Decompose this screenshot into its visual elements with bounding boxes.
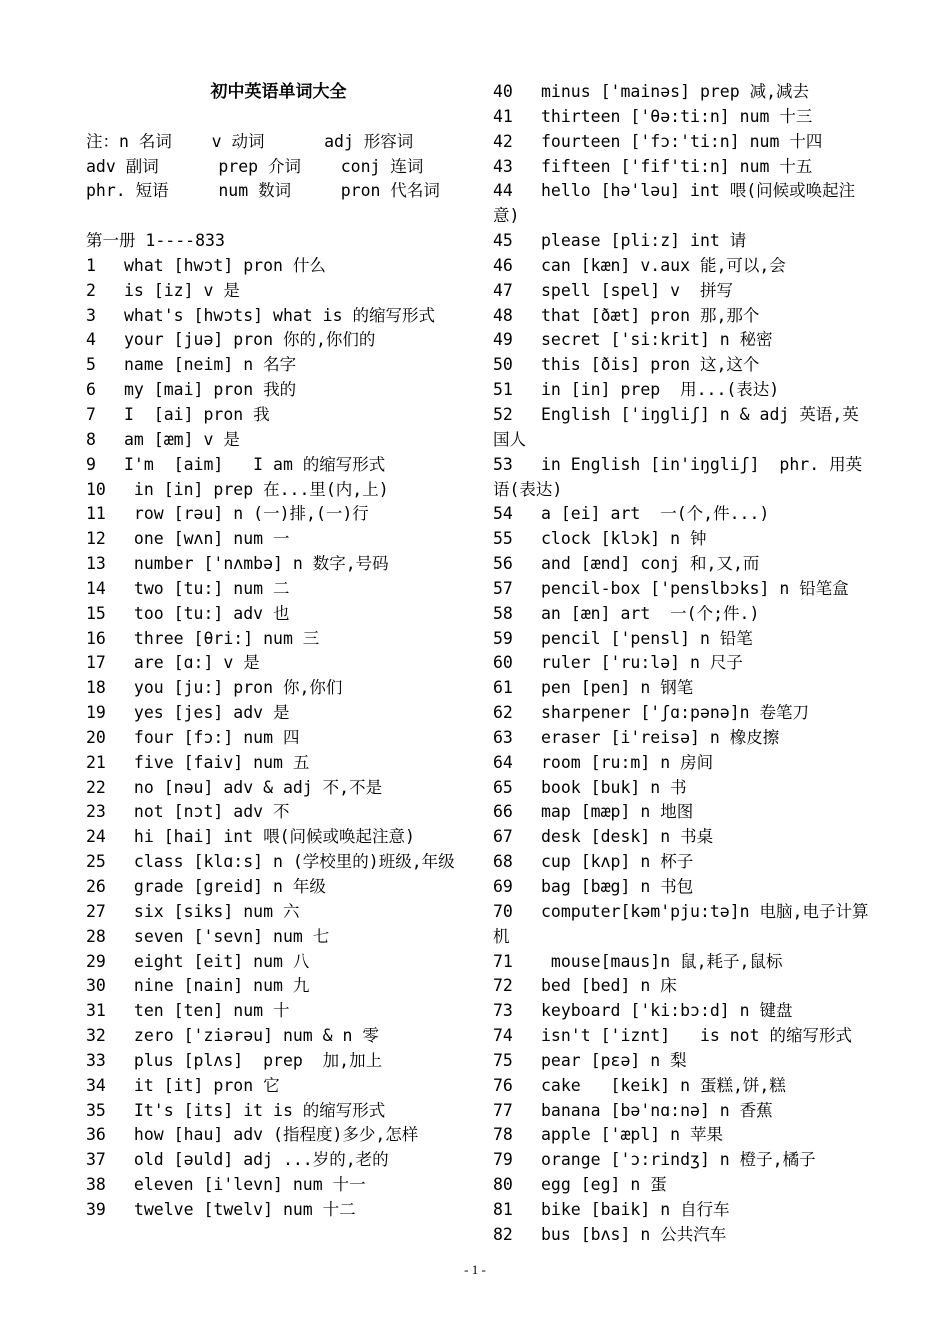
entry-text: three [θri:] num 三 (124, 628, 320, 648)
vocab-entry (493, 701, 873, 726)
entry-number: 69 (493, 877, 513, 896)
entry-number: 20 (86, 727, 106, 747)
entry-text: what's [hwɔts] what is 的缩写形式 (124, 305, 435, 325)
vocab-entry (493, 552, 873, 577)
entry-number: 65 (493, 777, 513, 797)
entry-text: fifteen ['fif'ti:n] num 十五 (541, 156, 813, 176)
entry-number: 67 (493, 827, 513, 847)
entry-text: this [ðis] pron 这,这个 (541, 355, 760, 375)
vocab-entry (493, 850, 873, 875)
page-number: - 1 - (464, 1262, 486, 1277)
vocab-entry (493, 950, 873, 975)
vocab-entry (86, 751, 471, 776)
vocab-entry (493, 1099, 873, 1124)
vocab-entry (86, 1123, 471, 1148)
entry-text: fourteen ['fɔ:'ti:n] num 十四 (541, 131, 823, 151)
vocab-entry (86, 502, 471, 527)
entry-text: nine [nain] num 九 (124, 976, 310, 996)
vocab-entry (493, 453, 873, 503)
entry-text: what [hwɔt] pron 什么 (124, 255, 326, 275)
entry-number: 72 (493, 976, 513, 996)
entry-text: map [mæp] n 地图 (541, 802, 694, 822)
entry-number: 28 (86, 926, 106, 946)
entry-text: pencil-box ['penslbɔks] n 铅笔盒 (541, 578, 849, 598)
entry-number: 41 (493, 106, 513, 126)
entry-text: room [ru:m] n 房间 (541, 752, 714, 772)
entry-number: 12 (86, 529, 106, 549)
page-title: 初中英语单词大全 (210, 82, 347, 102)
entry-text: orange ['ɔ:rindʒ] n 橙子,橘子 (541, 1150, 816, 1170)
entry-number: 48 (493, 305, 513, 325)
entry-text: mouse[maus]n 鼠,耗子,鼠标 (541, 951, 783, 971)
entry-number: 40 (493, 82, 513, 101)
entry-number: 25 (86, 852, 106, 872)
entry-text: you [ju:] pron 你,你们 (124, 678, 343, 698)
vocab-entry (493, 353, 873, 378)
vocab-entry (86, 1074, 471, 1099)
vocab-entry (493, 179, 873, 229)
entry-number: 43 (493, 156, 513, 176)
entry-number: 52 (493, 404, 513, 424)
entry-number: 36 (86, 1125, 106, 1145)
vocab-entry (493, 328, 873, 353)
entry-number: 80 (493, 1175, 513, 1195)
entry-text: clock [klɔk] n 钟 (541, 529, 707, 549)
entry-number: 58 (493, 603, 513, 623)
entry-number: 38 (86, 1175, 106, 1195)
entry-number: 60 (493, 653, 513, 673)
entry-text: number ['nʌmbə] n 数字,号码 (124, 554, 389, 574)
entry-text: cup [kʌp] n 杯子 (541, 852, 694, 872)
entry-number: 46 (493, 255, 513, 275)
vocab-entry (86, 353, 471, 378)
entry-number: 61 (493, 678, 513, 698)
entry-text: how [hau] adv (指程度)多少,怎样 (124, 1125, 419, 1145)
right-column (493, 80, 873, 1248)
entry-text: hi [hai] int 喂(问候或唤起注意) (124, 827, 415, 847)
entry-number: 14 (86, 578, 106, 598)
entry-number: 35 (86, 1100, 106, 1120)
entry-text: banana [bə'nɑ:nə] n 香蕉 (541, 1100, 773, 1120)
entry-text: minus ['mainəs] prep 减,减去 (541, 82, 810, 101)
entry-number: 54 (493, 504, 513, 524)
entry-number: 74 (493, 1026, 513, 1046)
entry-text: apple ['æpl] n 苹果 (541, 1125, 724, 1145)
entry-text: in [in] prep 用...(表达) (541, 380, 780, 400)
entry-number: 9 (86, 454, 96, 474)
entry-text: that [ðæt] pron 那,那个 (541, 305, 760, 325)
entry-number: 57 (493, 578, 513, 598)
entry-text: eleven [i'levn] num 十一 (124, 1175, 366, 1195)
vocab-entry (86, 453, 471, 478)
vocab-entry (86, 279, 471, 304)
entry-text: is [iz] v 是 (124, 280, 240, 300)
entry-text: grade [greid] n 年级 (124, 877, 326, 896)
entry-text: five [faiv] num 五 (124, 752, 310, 772)
entry-number: 29 (86, 951, 106, 971)
entry-text: name [neim] n 名字 (124, 355, 297, 375)
entry-text: zero ['ziərəu] num & n 零 (124, 1026, 379, 1046)
entry-number: 47 (493, 280, 513, 300)
vocab-entry (493, 229, 873, 254)
entry-text: egg [eg] n 蛋 (541, 1175, 667, 1195)
entry-number: 73 (493, 1001, 513, 1021)
vocab-entry (86, 1148, 471, 1173)
entry-text: and [ænd] conj 和,又,而 (541, 554, 760, 574)
vocab-entry (86, 527, 471, 552)
left-column (86, 80, 471, 1223)
entry-number: 21 (86, 752, 106, 772)
entry-number: 3 (86, 305, 96, 325)
entry-number: 10 (86, 479, 106, 499)
legend-line: phr. 短语 num 数词 pron 代名词 (86, 181, 440, 201)
entry-number: 50 (493, 355, 513, 375)
entry-number: 27 (86, 901, 106, 921)
entry-text: two [tu:] num 二 (124, 578, 290, 598)
entry-text: not [nɔt] adv 不 (124, 802, 290, 822)
vocab-entry (86, 676, 471, 701)
vocab-entry (86, 478, 471, 503)
entry-text: one [wʌn] num 一 (124, 529, 290, 549)
vocab-entry (86, 552, 471, 577)
vocab-entry (86, 950, 471, 975)
entry-text: row [rəu] n (一)排,(一)行 (124, 504, 369, 524)
entry-number: 4 (86, 330, 96, 350)
vocab-entry (493, 751, 873, 776)
vocab-entry (493, 1198, 873, 1223)
entry-text: bed [bed] n 床 (541, 976, 677, 996)
vocab-entry (493, 999, 873, 1024)
vocab-entry (86, 1024, 471, 1049)
vocab-entry (86, 875, 471, 900)
vocab-list-right (493, 80, 873, 1248)
entry-number: 30 (86, 976, 106, 996)
entry-text: eraser [i'reisə] n 橡皮擦 (541, 727, 780, 747)
vocab-entry (493, 602, 873, 627)
vocab-entry (493, 527, 873, 552)
entry-text: desk [desk] n 书桌 (541, 827, 714, 847)
spacer (86, 204, 471, 229)
entry-text: secret ['si:krit] n 秘密 (541, 330, 773, 350)
entry-text: in English [in'iŋgliʃ] phr. 用英语(表达) (493, 454, 863, 499)
entry-number: 51 (493, 380, 513, 400)
vocab-entry (86, 900, 471, 925)
vocab-entry (493, 1148, 873, 1173)
entry-text: plus [plʌs] prep 加,加上 (124, 1050, 383, 1070)
entry-number: 19 (86, 703, 106, 723)
entry-number: 18 (86, 678, 106, 698)
vocab-entry (86, 651, 471, 676)
entry-number: 66 (493, 802, 513, 822)
vocab-entry (86, 304, 471, 329)
entry-text: a [ei] art 一(个,件...) (541, 504, 770, 524)
entry-number: 68 (493, 852, 513, 872)
entry-number: 34 (86, 1075, 106, 1095)
vocab-entry (86, 701, 471, 726)
entry-text: can [kæn] v.aux 能,可以,会 (541, 255, 786, 275)
entry-text: cake [keik] n 蛋糕,饼,糕 (541, 1075, 786, 1095)
entry-number: 39 (86, 1199, 106, 1219)
entry-text: seven ['sevn] num 七 (124, 926, 330, 946)
entry-number: 11 (86, 504, 106, 524)
vocab-entry (493, 1123, 873, 1148)
vocab-entry (86, 602, 471, 627)
vocab-entry (493, 627, 873, 652)
vocab-entry (493, 651, 873, 676)
vocab-entry (493, 130, 873, 155)
section-heading: 第一册 1----833 (86, 231, 225, 251)
entry-text: no [nəu] adv & adj 不,不是 (124, 777, 383, 797)
vocab-entry (86, 378, 471, 403)
entry-number: 5 (86, 355, 96, 375)
vocab-entry (493, 726, 873, 751)
vocab-entry (86, 1099, 471, 1124)
vocab-entry (493, 776, 873, 801)
entry-number: 13 (86, 554, 106, 574)
entry-text: an [æn] art 一(个;件.) (541, 603, 760, 623)
vocab-entry (493, 105, 873, 130)
entry-text: isn't ['iznt] is not 的缩写形式 (541, 1026, 852, 1046)
entry-text: twelve [twelv] num 十二 (124, 1199, 356, 1219)
entry-number: 82 (493, 1224, 513, 1244)
entry-number: 81 (493, 1199, 513, 1219)
entry-number: 76 (493, 1075, 513, 1095)
entry-text: ten [ten] num 十 (124, 1001, 290, 1021)
vocab-entry (493, 875, 873, 900)
entry-number: 31 (86, 1001, 106, 1021)
vocab-entry (493, 304, 873, 329)
vocab-entry (493, 403, 873, 453)
entry-number: 22 (86, 777, 106, 797)
vocab-entry (493, 279, 873, 304)
entry-text: thirteen ['θə:ti:n] num 十三 (541, 106, 813, 126)
entry-text: am [æm] v 是 (124, 429, 240, 449)
entry-number: 44 (493, 181, 513, 201)
vocab-entry (493, 825, 873, 850)
vocab-entry (86, 428, 471, 453)
vocab-entry (86, 403, 471, 428)
vocab-entry (493, 974, 873, 999)
entry-number: 26 (86, 877, 106, 896)
entry-number: 55 (493, 529, 513, 549)
entry-number: 1 (86, 255, 96, 275)
entry-text: keyboard ['ki:bɔ:d] n 键盘 (541, 1001, 793, 1021)
vocab-entry (493, 80, 873, 105)
entry-text: too [tu:] adv 也 (124, 603, 290, 623)
entry-text: eight [eit] num 八 (124, 951, 310, 971)
entry-text: your [juə] pron 你的,你们的 (124, 330, 376, 350)
vocab-entry (493, 155, 873, 180)
vocab-entry (86, 254, 471, 279)
entry-text: are [ɑ:] v 是 (124, 653, 260, 673)
vocab-entry (86, 974, 471, 999)
entry-text: sharpener ['ʃɑ:pənə]n 卷笔刀 (541, 703, 810, 723)
vocab-list-left (86, 254, 471, 1223)
entry-number: 32 (86, 1026, 106, 1046)
vocab-entry (493, 378, 873, 403)
vocab-entry (493, 254, 873, 279)
entry-number: 33 (86, 1050, 106, 1070)
entry-text: six [siks] num 六 (124, 901, 300, 921)
entry-text: I'm [aim] I am 的缩写形式 (124, 454, 386, 474)
entry-number: 59 (493, 628, 513, 648)
vocab-entry (86, 328, 471, 353)
vocab-entry (86, 1049, 471, 1074)
entry-text: in [in] prep 在...里(内,上) (124, 479, 389, 499)
entry-number: 75 (493, 1050, 513, 1070)
vocab-entry (86, 925, 471, 950)
vocab-entry (86, 800, 471, 825)
vocab-entry (86, 726, 471, 751)
vocab-entry (86, 825, 471, 850)
entry-text: my [mai] pron 我的 (124, 380, 297, 400)
entry-number: 49 (493, 330, 513, 350)
entry-text: I [ai] pron 我 (124, 404, 270, 424)
entry-number: 56 (493, 554, 513, 574)
entry-text: computer[kəm'pju:tə]n 电脑,电子计算机 (493, 901, 869, 946)
entry-number: 17 (86, 653, 106, 673)
vocab-entry (493, 1024, 873, 1049)
vocab-entry (493, 676, 873, 701)
entry-number: 64 (493, 752, 513, 772)
entry-text: bike [baik] n 自行车 (541, 1199, 730, 1219)
entry-number: 42 (493, 131, 513, 151)
vocab-entry (493, 800, 873, 825)
entry-number: 71 (493, 951, 513, 971)
vocab-entry (493, 900, 873, 950)
entry-number: 23 (86, 802, 106, 822)
vocab-entry (86, 1173, 471, 1198)
entry-number: 8 (86, 429, 96, 449)
vocab-entry (493, 577, 873, 602)
entry-number: 79 (493, 1150, 513, 1170)
entry-text: class [klɑ:s] n (学校里的)班级,年级 (124, 852, 455, 872)
vocab-entry (86, 999, 471, 1024)
entry-text: It's [its] it is 的缩写形式 (124, 1100, 386, 1120)
entry-number: 16 (86, 628, 106, 648)
entry-text: it [it] pron 它 (124, 1075, 280, 1095)
entry-text: book [buk] n 书 (541, 777, 687, 797)
entry-number: 77 (493, 1100, 513, 1120)
vocab-entry (493, 1074, 873, 1099)
vocab-entry (86, 627, 471, 652)
entry-number: 78 (493, 1125, 513, 1145)
entry-number: 53 (493, 454, 513, 474)
entry-text: English ['iŋgliʃ] n & adj 英语,英国人 (493, 404, 859, 449)
entry-text: ruler ['ru:lə] n 尺子 (541, 653, 743, 673)
entry-number: 63 (493, 727, 513, 747)
entry-number: 24 (86, 827, 106, 847)
vocab-entry (86, 1198, 471, 1223)
entry-text: please [pli:z] int 请 (541, 231, 747, 251)
entry-text: spell [spel] v 拼写 (541, 280, 733, 300)
vocab-entry (86, 776, 471, 801)
entry-text: hello [hə'ləu] int 喂(问候或唤起注意) (493, 181, 856, 226)
vocab-entry (86, 577, 471, 602)
entry-text: yes [jes] adv 是 (124, 703, 290, 723)
entry-number: 70 (493, 901, 513, 921)
vocab-entry (493, 1223, 873, 1248)
vocab-entry (493, 1173, 873, 1198)
entry-number: 7 (86, 404, 96, 424)
entry-text: pen [pen] n 钢笔 (541, 678, 694, 698)
entry-text: bus [bʌs] n 公共汽车 (541, 1224, 727, 1244)
entry-number: 6 (86, 380, 96, 400)
entry-number: 62 (493, 703, 513, 723)
entry-number: 2 (86, 280, 96, 300)
entry-number: 37 (86, 1150, 106, 1170)
entry-text: pear [pɛə] n 梨 (541, 1050, 687, 1070)
legend-line: adv 副词 prep 介词 conj 连词 (86, 156, 424, 176)
entry-number: 15 (86, 603, 106, 623)
entry-text: old [əuld] adj ...岁的,老的 (124, 1150, 389, 1170)
vocab-entry (86, 850, 471, 875)
entry-text: bag [bæg] n 书包 (541, 877, 694, 896)
entry-text: four [fɔ:] num 四 (124, 727, 300, 747)
vocab-entry (493, 502, 873, 527)
entry-text: pencil ['pensl] n 铅笔 (541, 628, 753, 648)
vocab-entry (493, 1049, 873, 1074)
entry-number: 45 (493, 231, 513, 251)
legend-line: 注：n 名词 v 动词 adj 形容词 (86, 131, 414, 151)
